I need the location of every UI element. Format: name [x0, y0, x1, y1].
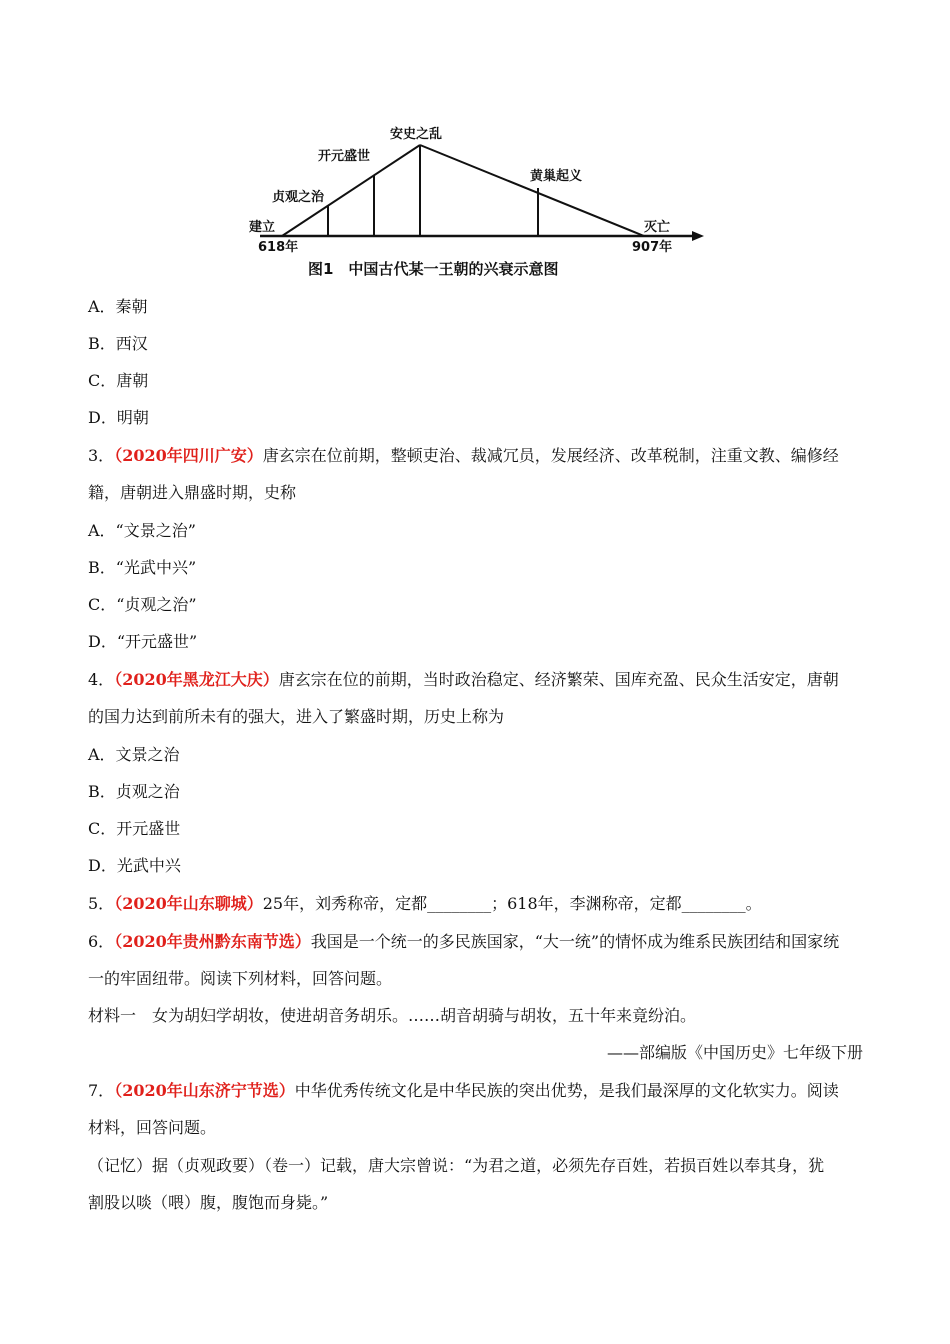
label-anshi: 安史之乱 [390, 127, 443, 142]
q3-option-a: A．“文景之治” [88, 521, 196, 540]
q4-stem-line2: 的国力达到前所未有的强大，进入了繁盛时期，历史上称为 [88, 707, 505, 726]
q4-option-a: A．文景之治 [88, 745, 180, 764]
q7-number: 7． [88, 1081, 115, 1100]
q4-option-b: B．贞观之治 [88, 782, 180, 801]
q7-stem-line1 [88, 1081, 863, 1101]
q7-material-line1: （记忆）据（贞观政要）（卷一）记载，唐大宗曾说：“为君之道，必须先存百姓，若损百姓以奉其身，犹 [88, 1156, 825, 1175]
q6-number: 6． [88, 932, 115, 951]
q2-option-c: C．唐朝 [88, 371, 149, 390]
axis-arrow [692, 231, 704, 241]
label-fall: 灭亡 [644, 220, 671, 235]
diagram-svg [240, 118, 720, 288]
q3-source: （2020年四川广安） [114, 446, 263, 465]
q5-text: 25年，刘秀称帝，定都________；618年，李渊称帝，定都________。 [262, 894, 762, 913]
q6-text1: 我国是一个统一的多民族国家，“大一统”的情怀成为维系民族团结和国家统 [310, 932, 840, 951]
q3-stem-line1 [88, 446, 863, 466]
label-zhenguan: 贞观之治 [272, 190, 325, 205]
q4-stem-line1 [88, 670, 863, 690]
q5-number: 5． [88, 894, 115, 913]
q4-option-d: D．光武中兴 [88, 856, 181, 875]
q6-citation: ——部编版《中国历史》七年级下册 [606, 1043, 863, 1062]
label-kaiyuan: 开元盛世 [318, 149, 371, 164]
q6-material: 材料一 女为胡妇学胡妆，使进胡音务胡乐。……胡音胡骑与胡妆，五十年来竟纷泊。 [88, 1006, 697, 1025]
dynasty-rise-fall-diagram [240, 118, 720, 288]
q7-stem-line2: 材料，回答问题。 [88, 1118, 217, 1137]
q7-source: （2020年山东济宁节选） [114, 1081, 295, 1100]
q2-option-b: B．西汉 [88, 334, 148, 353]
label-start-year: 618年 [258, 240, 299, 255]
q5-source: （2020年山东聊城） [114, 894, 263, 913]
label-huangchao: 黄巢起义 [530, 169, 583, 184]
q5-stem [88, 894, 863, 914]
q3-stem-line2: 籍，唐朝进入鼎盛时期，史称 [88, 483, 297, 502]
q3-option-c: C．“贞观之治” [88, 595, 197, 614]
q4-source: （2020年黑龙江大庆） [114, 670, 279, 689]
figure-caption: 图1 中国古代某一王朝的兴衰示意图 [308, 260, 559, 278]
q3-option-b: B．“光武中兴” [88, 558, 197, 577]
q3-option-d: D．“开元盛世” [88, 632, 198, 651]
decline-line [420, 145, 644, 236]
label-end-year: 907年 [632, 240, 673, 255]
q4-text1: 唐玄宗在位的前期，当时政治稳定、经济繁荣、国库充盈、民众生活安定，唐朝 [278, 670, 839, 689]
q3-text1: 唐玄宗在位前期，整顿吏治、裁减冗员，发展经济、改革税制，注重文教、编修经 [262, 446, 839, 465]
q7-text1: 中华优秀传统文化是中华民族的突出优势，是我们最深厚的文化软实力。阅读 [294, 1081, 839, 1100]
q4-option-c: C．开元盛世 [88, 819, 181, 838]
q6-source: （2020年贵州黔东南节选） [114, 932, 311, 951]
label-founding: 建立 [249, 220, 276, 235]
q6-stem-line2: 一的牢固纽带。阅读下列材料，回答问题。 [88, 969, 393, 988]
q6-stem-line1 [88, 932, 863, 952]
q2-option-a: A．秦朝 [88, 297, 148, 316]
q4-number: 4． [88, 670, 115, 689]
q2-option-d: D．明朝 [88, 408, 149, 427]
q7-material-line2: 割股以啖（喂）腹，腹饱而身毙。” [88, 1193, 329, 1212]
q3-number: 3． [88, 446, 115, 465]
